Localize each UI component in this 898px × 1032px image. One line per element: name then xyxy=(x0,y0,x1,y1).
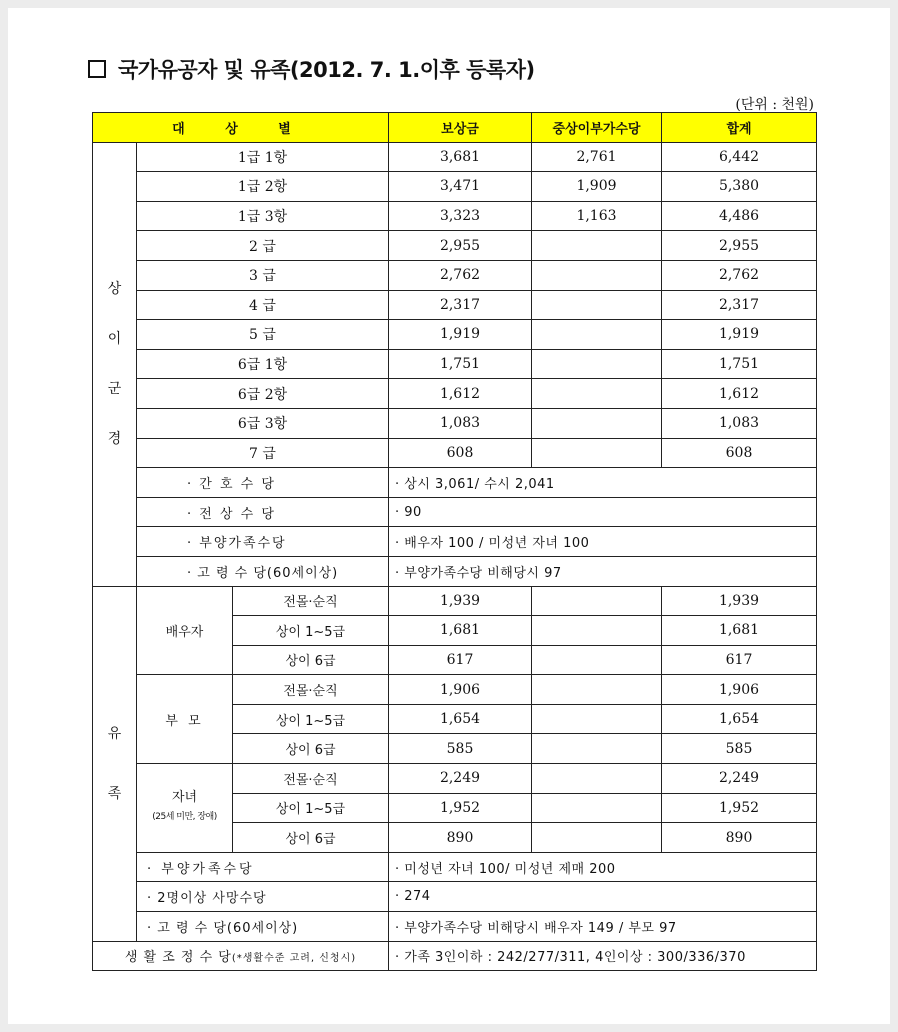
grade-cell: 5 급 xyxy=(137,320,389,350)
extra-value: · 배우자 100 / 미성년 자녀 100 xyxy=(389,527,817,557)
total-cell: 1,906 xyxy=(662,675,817,705)
comp-cell: 3,323 xyxy=(389,201,532,231)
allow-cell xyxy=(532,320,662,350)
total-cell: 890 xyxy=(662,823,817,853)
comp-cell: 2,762 xyxy=(389,260,532,290)
comp-cell: 585 xyxy=(389,734,532,764)
table-row xyxy=(93,260,817,290)
total-cell: 1,751 xyxy=(662,349,817,379)
comp-cell: 608 xyxy=(389,438,532,468)
table-row xyxy=(93,408,817,438)
comp-cell: 1,952 xyxy=(389,793,532,823)
living-value: · 가족 3인이하 : 242/277/311, 4인이상 : 300/336/370 xyxy=(389,941,817,971)
benefit-table xyxy=(92,112,817,971)
comp-cell: 1,919 xyxy=(389,320,532,350)
extra-label: · 2명이상 사망수당 xyxy=(137,882,389,912)
table-row xyxy=(93,586,817,616)
comp-cell: 1,612 xyxy=(389,379,532,409)
relation-children-note: (25세 미만, 장애) xyxy=(152,812,217,823)
total-cell: 1,681 xyxy=(662,616,817,646)
group-bereaved: 유 족 xyxy=(93,586,137,941)
allow-cell xyxy=(532,379,662,409)
table-row xyxy=(93,172,817,202)
comp-cell: 617 xyxy=(389,645,532,675)
kind-cell: 상이 1~5급 xyxy=(233,793,389,823)
allow-cell xyxy=(532,645,662,675)
total-cell: 1,654 xyxy=(662,704,817,734)
kind-cell: 전몰·순직 xyxy=(233,586,389,616)
unit-label: (단위 : 천원) xyxy=(735,97,814,113)
header-total: 합계 xyxy=(662,113,817,143)
extra-label: · 고 령 수 당(60세이상) xyxy=(137,556,389,586)
extra-label: · 부양가족수당 xyxy=(137,527,389,557)
comp-cell: 2,955 xyxy=(389,231,532,261)
table-row xyxy=(93,675,817,705)
checkbox-icon xyxy=(88,60,106,78)
extra-label: · 전 상 수 당 xyxy=(137,497,389,527)
extra-value: · 90 xyxy=(389,497,817,527)
grade-cell: 1급 2항 xyxy=(137,172,389,202)
comp-cell: 1,751 xyxy=(389,349,532,379)
extra-value: · 부양가족수당 비해당시 97 xyxy=(389,556,817,586)
kind-cell: 전몰·순직 xyxy=(233,675,389,705)
comp-cell: 1,681 xyxy=(389,616,532,646)
comp-cell: 1,939 xyxy=(389,586,532,616)
allow-cell xyxy=(532,260,662,290)
grade-cell: 6급 1항 xyxy=(137,349,389,379)
table-row xyxy=(93,468,817,498)
allow-cell xyxy=(532,231,662,261)
total-cell: 1,952 xyxy=(662,793,817,823)
total-cell: 2,762 xyxy=(662,260,817,290)
allow-cell xyxy=(532,764,662,794)
kind-cell: 상이 6급 xyxy=(233,823,389,853)
table-row xyxy=(93,379,817,409)
table-row xyxy=(93,497,817,527)
group-injured: 상 이 군 경 xyxy=(93,142,137,586)
allow-cell xyxy=(532,616,662,646)
allow-cell: 1,163 xyxy=(532,201,662,231)
table-row xyxy=(93,349,817,379)
total-cell: 2,249 xyxy=(662,764,817,794)
table-row xyxy=(93,290,817,320)
header-target: 대 상 별 xyxy=(93,113,389,143)
allow-cell xyxy=(532,823,662,853)
living-label xyxy=(93,941,389,971)
comp-cell: 1,083 xyxy=(389,408,532,438)
living-label-note: (*생활수준 고려, 신청시) xyxy=(231,953,357,965)
grade-cell: 4 급 xyxy=(137,290,389,320)
kind-cell: 상이 1~5급 xyxy=(233,704,389,734)
table-row xyxy=(93,912,817,942)
table-row xyxy=(93,320,817,350)
comp-cell: 890 xyxy=(389,823,532,853)
living-label-text: 생 활 조 정 수 당 xyxy=(124,950,232,966)
allow-cell xyxy=(532,675,662,705)
table-row xyxy=(93,438,817,468)
kind-cell: 전몰·순직 xyxy=(233,764,389,794)
allow-cell xyxy=(532,438,662,468)
grade-cell: 1급 1항 xyxy=(137,142,389,172)
grade-cell: 2 급 xyxy=(137,231,389,261)
extra-value: · 미성년 자녀 100/ 미성년 제매 200 xyxy=(389,852,817,882)
table-row xyxy=(93,556,817,586)
extra-value: · 상시 3,061/ 수시 2,041 xyxy=(389,468,817,498)
header-compensation: 보상금 xyxy=(389,113,532,143)
allow-cell xyxy=(532,793,662,823)
total-cell: 1,939 xyxy=(662,586,817,616)
total-cell: 585 xyxy=(662,734,817,764)
comp-cell: 1,906 xyxy=(389,675,532,705)
table-row xyxy=(93,201,817,231)
total-cell: 617 xyxy=(662,645,817,675)
grade-cell: 6급 2항 xyxy=(137,379,389,409)
comp-cell: 2,317 xyxy=(389,290,532,320)
kind-cell: 상이 1~5급 xyxy=(233,616,389,646)
table-row xyxy=(93,764,817,794)
total-cell: 4,486 xyxy=(662,201,817,231)
table-row xyxy=(93,142,817,172)
extra-label: · 부양가족수당 xyxy=(137,852,389,882)
kind-cell: 상이 6급 xyxy=(233,645,389,675)
comp-cell: 3,681 xyxy=(389,142,532,172)
allow-cell xyxy=(532,408,662,438)
grade-cell: 3 급 xyxy=(137,260,389,290)
total-cell: 608 xyxy=(662,438,817,468)
comp-cell: 3,471 xyxy=(389,172,532,202)
title-text: 국가유공자 및 유족(2012. 7. 1.이후 등록자) xyxy=(118,58,535,82)
table-row xyxy=(93,527,817,557)
total-cell: 5,380 xyxy=(662,172,817,202)
relation-children xyxy=(137,764,233,853)
total-cell: 2,955 xyxy=(662,231,817,261)
allow-cell: 2,761 xyxy=(532,142,662,172)
table-row xyxy=(93,852,817,882)
total-cell: 1,083 xyxy=(662,408,817,438)
table-row xyxy=(93,882,817,912)
comp-cell: 2,249 xyxy=(389,764,532,794)
header-allowance: 중상이부가수당 xyxy=(532,113,662,143)
total-cell: 1,612 xyxy=(662,379,817,409)
extra-value: · 부양가족수당 비해당시 배우자 149 / 부모 97 xyxy=(389,912,817,942)
relation-spouse: 배우자 xyxy=(137,586,233,675)
kind-cell: 상이 6급 xyxy=(233,734,389,764)
table-header-row xyxy=(93,113,817,143)
allow-cell xyxy=(532,704,662,734)
document-title xyxy=(88,54,535,84)
total-cell: 6,442 xyxy=(662,142,817,172)
table-row xyxy=(93,231,817,261)
grade-cell: 1급 3항 xyxy=(137,201,389,231)
grade-cell: 7 급 xyxy=(137,438,389,468)
allow-cell xyxy=(532,734,662,764)
allow-cell: 1,909 xyxy=(532,172,662,202)
total-cell: 1,919 xyxy=(662,320,817,350)
extra-value: · 274 xyxy=(389,882,817,912)
relation-children-name: 자녀 xyxy=(171,790,198,806)
allow-cell xyxy=(532,290,662,320)
extra-label: · 간 호 수 당 xyxy=(137,468,389,498)
comp-cell: 1,654 xyxy=(389,704,532,734)
total-cell: 2,317 xyxy=(662,290,817,320)
allow-cell xyxy=(532,349,662,379)
relation-parents: 부 모 xyxy=(137,675,233,764)
grade-cell: 6급 3항 xyxy=(137,408,389,438)
extra-label: · 고 령 수 당(60세이상) xyxy=(137,912,389,942)
table-row xyxy=(93,941,817,971)
allow-cell xyxy=(532,586,662,616)
